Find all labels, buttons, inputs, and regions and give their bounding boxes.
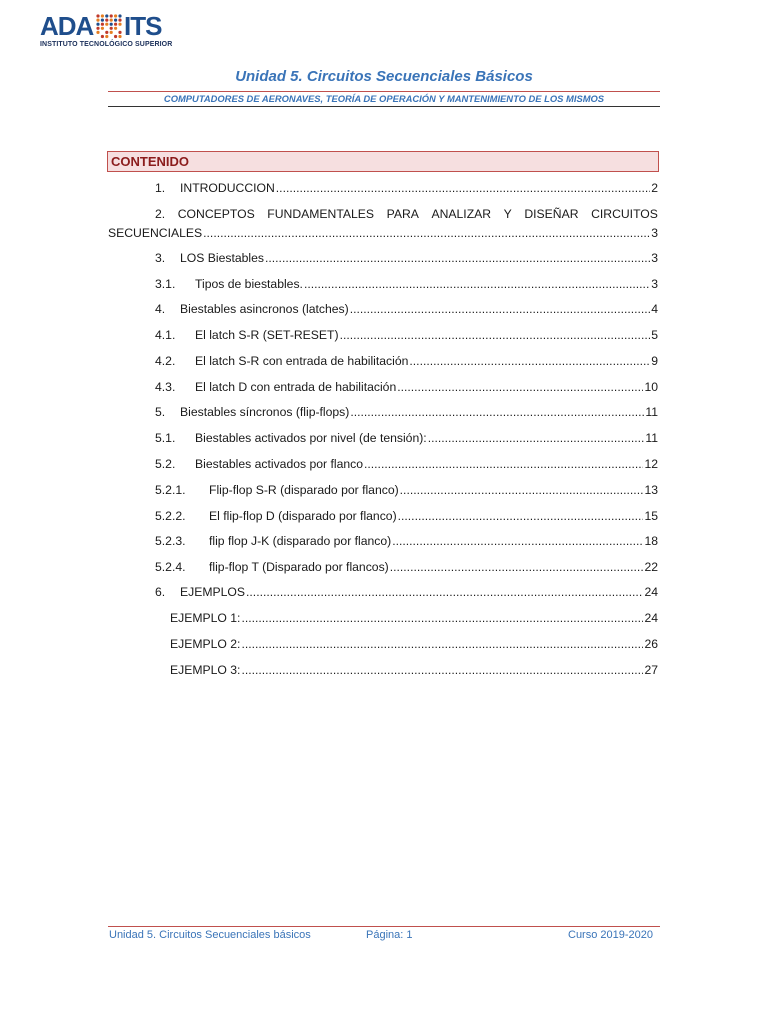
logo-dot xyxy=(96,31,99,34)
toc-entry-number: 1. xyxy=(155,181,166,195)
toc-entry-number: 4.1. xyxy=(155,328,176,342)
toc-dot-leader xyxy=(400,482,644,498)
toc-entry-title: El latch D con entrada de habilitación xyxy=(195,380,397,394)
toc-entry-multiline-first[interactable] xyxy=(108,206,658,222)
toc-entry-page: 22 xyxy=(644,560,658,574)
toc-entry-title: Tipos de biestables. xyxy=(195,277,303,291)
logo-ada-text: ADA xyxy=(40,11,94,41)
logo-dot xyxy=(118,31,121,34)
toc-entry-page: 15 xyxy=(644,509,658,523)
toc-dot-leader xyxy=(203,225,650,241)
logo-dot xyxy=(118,19,121,22)
toc-entry-number: 5.2.1. xyxy=(155,483,186,497)
logo-dot xyxy=(101,23,104,26)
toc-entry-title: EJEMPLO 3: xyxy=(170,663,241,677)
toc-entry-page: 18 xyxy=(644,534,658,548)
logo-dot xyxy=(110,14,113,17)
logo-dot xyxy=(110,23,113,26)
toc-entry-page: 10 xyxy=(644,380,658,394)
toc-entry-page: 27 xyxy=(644,663,658,677)
toc-dot-leader xyxy=(397,379,643,395)
toc-word: PARA xyxy=(386,207,419,221)
logo-dot xyxy=(110,31,113,34)
toc-dot-leader xyxy=(398,508,644,524)
toc-entry-page: 24 xyxy=(644,585,658,599)
toc-entry-title: Biestables activados por nivel (de tensión): xyxy=(195,431,427,445)
toc-dot-leader xyxy=(392,533,643,549)
toc-entry-page: 3 xyxy=(651,277,658,291)
toc-word: 2. xyxy=(155,207,166,221)
logo-dot xyxy=(96,27,99,30)
logo-dot xyxy=(105,31,108,34)
toc-entry[interactable] xyxy=(108,482,658,498)
toc-heading: CONTENIDO xyxy=(111,154,189,169)
toc-entry[interactable] xyxy=(108,610,658,626)
toc-entry-title: EJEMPLO 2: xyxy=(170,637,241,651)
toc-entry-number: 5.2.2. xyxy=(155,509,186,523)
toc-entry-page: 9 xyxy=(651,354,658,368)
toc-word: CONCEPTOS xyxy=(177,207,255,221)
toc-entry-title: flip flop J-K (disparado por flanco) xyxy=(209,534,392,548)
toc-entry[interactable] xyxy=(108,353,658,369)
logo-dot xyxy=(101,35,104,38)
toc-dot-leader xyxy=(364,456,643,472)
header-divider-dark xyxy=(108,106,660,107)
toc-dot-leader xyxy=(304,276,650,292)
logo-dot xyxy=(105,35,108,38)
toc-dot-leader xyxy=(350,404,644,420)
toc-entry-title: flip-flop T (Disparado por flancos) xyxy=(209,560,389,574)
logo-dot xyxy=(101,19,104,22)
logo-dot xyxy=(118,23,121,26)
toc-entry-page: 3 xyxy=(651,226,658,240)
toc-entry[interactable] xyxy=(108,180,658,196)
toc-dot-leader xyxy=(390,559,644,575)
toc-entry[interactable] xyxy=(108,379,658,395)
toc-dot-leader xyxy=(428,430,645,446)
toc-entry[interactable] xyxy=(108,327,658,343)
toc-entry[interactable] xyxy=(108,404,658,420)
toc-entry-number: 4.2. xyxy=(155,354,176,368)
toc-entry[interactable] xyxy=(108,250,658,266)
toc-entry-number: 3. xyxy=(155,251,166,265)
footer-page-number: Página: 1 xyxy=(366,929,413,941)
toc-entry-title: Biestables asincronos (latches) xyxy=(180,302,349,316)
toc-dot-leader xyxy=(409,353,650,369)
toc-entry-title: EJEMPLOS xyxy=(180,585,246,599)
toc-entry-page: 11 xyxy=(645,431,658,445)
toc-dot-leader xyxy=(265,250,650,266)
toc-entry[interactable] xyxy=(108,559,658,575)
institution-logo xyxy=(40,12,172,52)
toc-entry-page: 5 xyxy=(651,328,658,342)
toc-entry-title: El latch S-R con entrada de habilitación xyxy=(195,354,409,368)
toc-entry[interactable] xyxy=(108,276,658,292)
toc-entry-number: 3.1. xyxy=(155,277,176,291)
logo-dot xyxy=(105,23,108,26)
logo-dot xyxy=(110,27,113,30)
toc-dot-leader xyxy=(241,662,643,678)
toc-entry-page: 3 xyxy=(651,251,658,265)
toc-entry-title: Flip-flop S-R (disparado por flanco) xyxy=(209,483,399,497)
toc-entry[interactable] xyxy=(108,584,658,600)
toc-dot-leader xyxy=(241,610,643,626)
logo-dot xyxy=(96,19,99,22)
toc-entry-number: 6. xyxy=(155,585,166,599)
toc-entry[interactable] xyxy=(108,430,658,446)
toc-entry-title: El latch S-R (SET-RESET) xyxy=(195,328,339,342)
toc-heading-box xyxy=(107,151,659,172)
logo-dot xyxy=(96,14,99,17)
dot-grid-icon xyxy=(95,13,123,39)
toc-entry-title: Biestables activados por flanco xyxy=(195,457,364,471)
logo-dot xyxy=(114,23,117,26)
toc-entry-page: 13 xyxy=(644,483,658,497)
logo-its-text: ITS xyxy=(124,11,162,41)
footer-unit-title: Unidad 5. Circuitos Secuenciales básicos xyxy=(109,929,311,941)
toc-word: DISEÑAR xyxy=(524,207,579,221)
toc-entry[interactable] xyxy=(108,508,658,524)
toc-entry-title: INTRODUCCION xyxy=(180,181,275,195)
toc-entry-page: 11 xyxy=(645,405,658,419)
toc-entry-page: 26 xyxy=(644,637,658,651)
logo-dot xyxy=(101,27,104,30)
footer-course: Curso 2019-2020 xyxy=(568,929,654,941)
logo-dot xyxy=(96,23,99,26)
toc-entry-number: 4. xyxy=(155,302,166,316)
toc-entry-title: Biestables síncronos (flip-flops) xyxy=(180,405,350,419)
footer-divider xyxy=(108,926,660,927)
document-title: Unidad 5. Circuitos Secuenciales Básicos xyxy=(235,68,533,85)
toc-entry[interactable] xyxy=(108,533,658,549)
logo-subtitle: INSTITUTO TECNOLÓGICO SUPERIOR xyxy=(40,41,173,48)
logo-dot xyxy=(114,35,117,38)
toc-dot-leader xyxy=(246,584,643,600)
toc-entry[interactable] xyxy=(108,636,658,652)
toc-word: CIRCUITOS xyxy=(591,207,658,221)
toc-dot-leader xyxy=(340,327,651,343)
header-divider-red xyxy=(108,91,660,92)
logo-dot xyxy=(118,14,121,17)
toc-entry[interactable] xyxy=(108,456,658,472)
toc-entry[interactable] xyxy=(108,662,658,678)
toc-dot-leader xyxy=(350,301,651,317)
toc-entry[interactable] xyxy=(108,301,658,317)
toc-entry-multiline-second[interactable] xyxy=(108,225,658,241)
toc-entry-title: LOS Biestables xyxy=(180,251,265,265)
toc-entry-number: 5.2.3. xyxy=(155,534,186,548)
toc-entry-title: EJEMPLO 1: xyxy=(170,611,241,625)
toc-entry-title: El flip-flop D (disparado por flanco) xyxy=(209,509,397,523)
toc-dot-leader xyxy=(241,636,643,652)
document-subtitle: COMPUTADORES DE AERONAVES, TEORÍA DE OPERACIÓN Y MANTENIMIENTO DE LOS MISMOS xyxy=(163,93,605,104)
logo-dot xyxy=(118,35,121,38)
toc-entry-title-cont: SECUENCIALES xyxy=(108,226,203,240)
logo-dot xyxy=(114,27,117,30)
toc-entry-page: 4 xyxy=(651,302,658,316)
toc-entry-number: 5.2. xyxy=(155,457,176,471)
logo-dot xyxy=(105,14,108,17)
toc-entry-number: 5.2.4. xyxy=(155,560,186,574)
logo-dot xyxy=(110,19,113,22)
toc-entry-page: 24 xyxy=(644,611,658,625)
toc-word: Y xyxy=(503,207,512,221)
toc-entry-number: 5. xyxy=(155,405,166,419)
toc-entry-number: 5.1. xyxy=(155,431,176,445)
toc-entry-page: 12 xyxy=(644,457,658,471)
logo-dot xyxy=(101,14,104,17)
logo-dot xyxy=(105,19,108,22)
toc-word: FUNDAMENTALES xyxy=(267,207,375,221)
toc-entry-number: 4.3. xyxy=(155,380,176,394)
logo-dot xyxy=(114,14,117,17)
toc-word: ANALIZAR xyxy=(431,207,492,221)
toc-dot-leader xyxy=(276,180,650,196)
logo-dot xyxy=(114,19,117,22)
toc-entry-page: 2 xyxy=(651,181,658,195)
